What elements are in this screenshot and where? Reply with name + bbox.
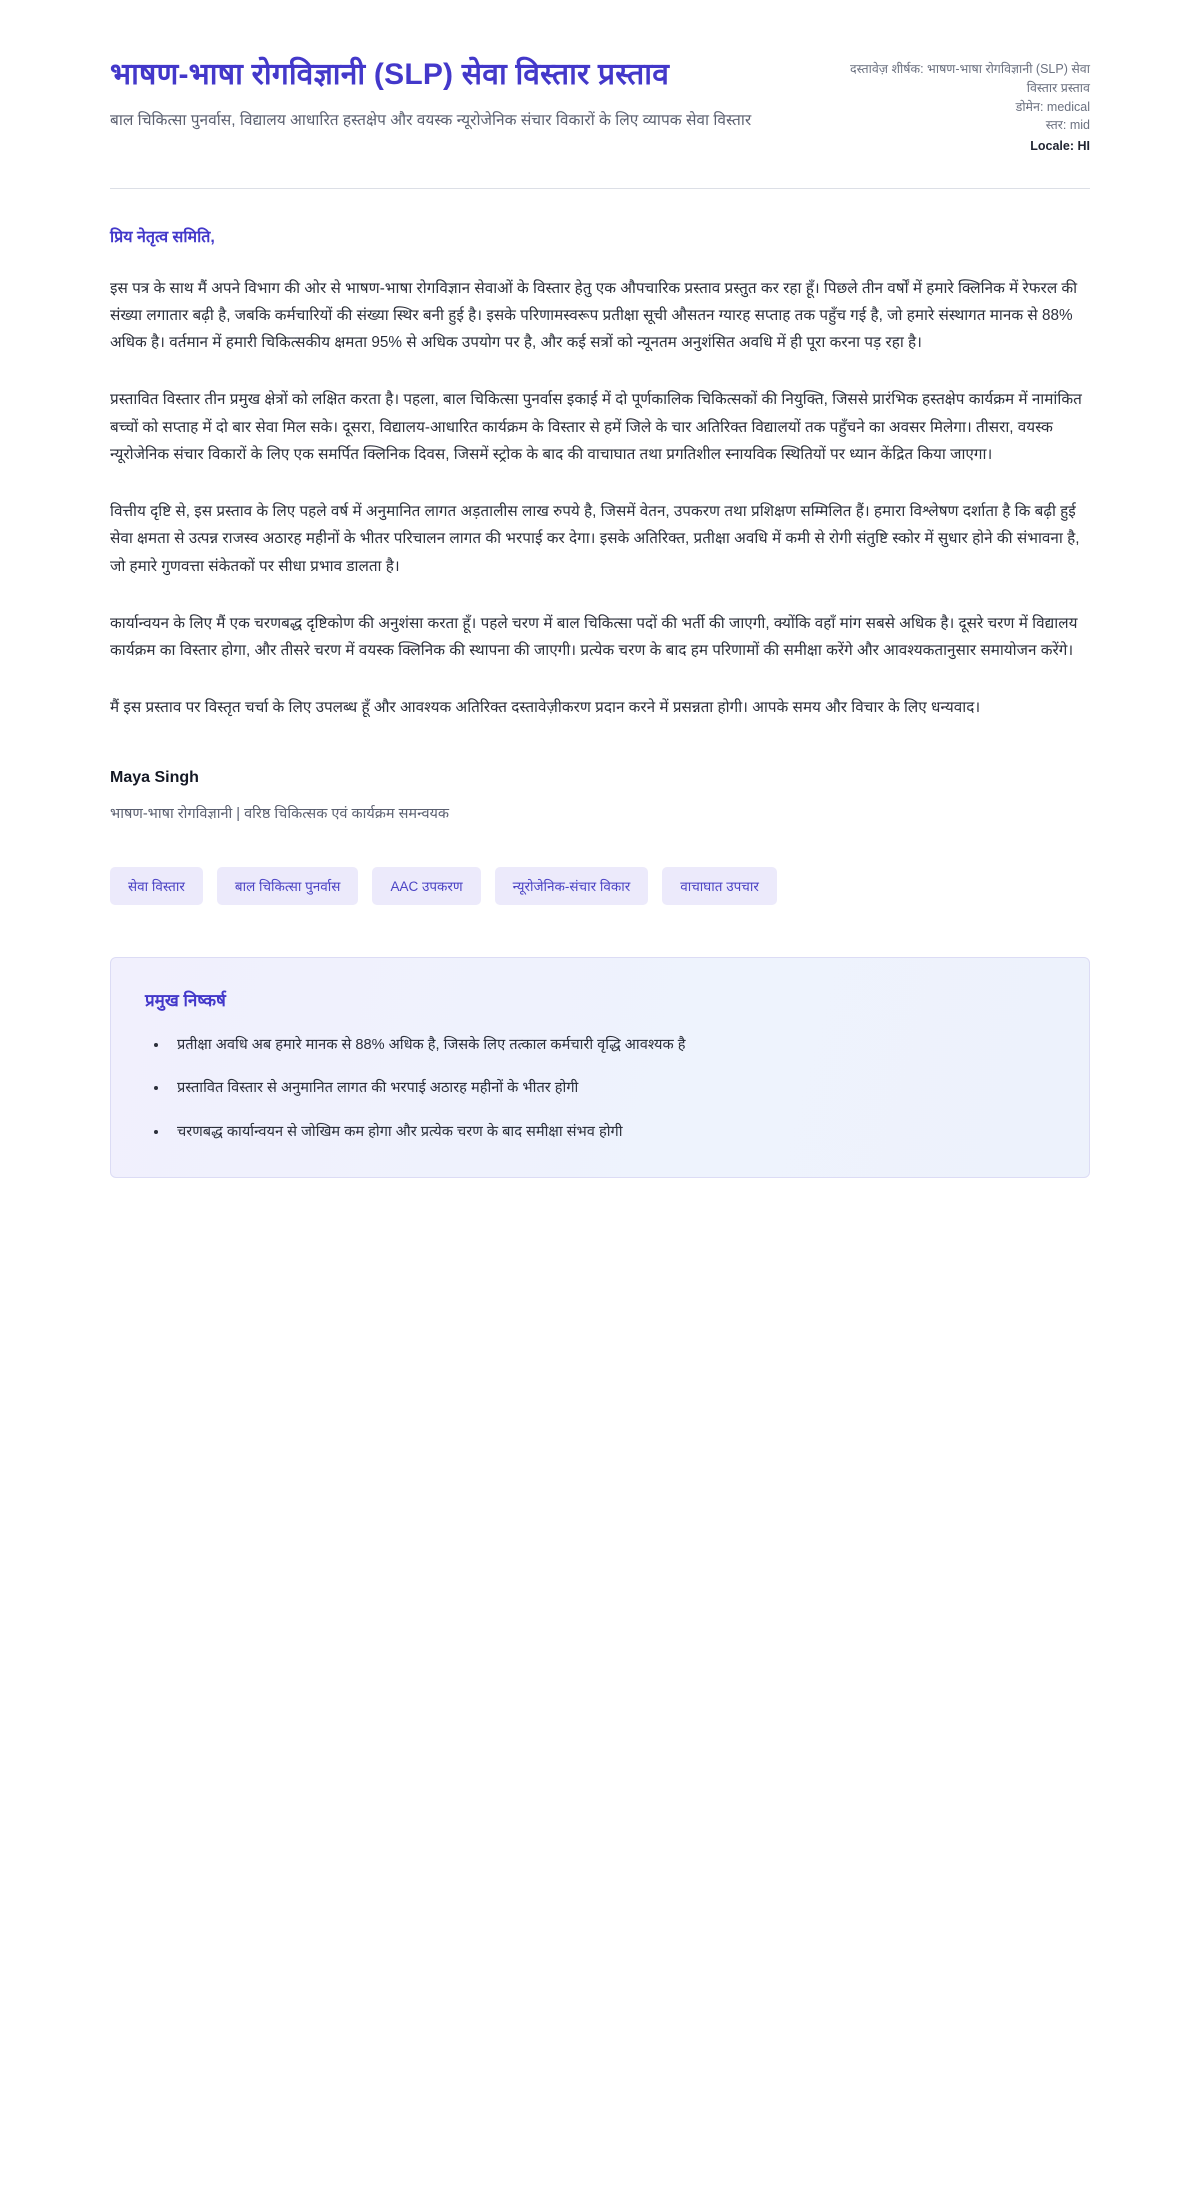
meta-domain-value: medical: [1046, 99, 1090, 114]
tag-item[interactable]: वाचाघात उपचार: [662, 867, 777, 905]
list-item: • प्रतीक्षा अवधि अब हमारे मानक से 88% अधिक है, जिसके लिए तत्काल कर्मचारी वृद्धि आवश्यक है: [169, 1033, 1055, 1058]
meta-domain: [840, 98, 1090, 117]
salutation: प्रिय नेतृत्व समिति,: [110, 228, 215, 246]
tag-item[interactable]: AAC उपकरण: [372, 867, 480, 905]
meta-document: [840, 60, 1090, 98]
document-header: [110, 56, 1090, 156]
meta-domain-label: डोमेन:: [1015, 99, 1044, 114]
tag-list: [110, 867, 1090, 905]
paragraph-3: वित्तीय दृष्टि से, इस प्रस्ताव के लिए पहले वर्ष में अनुमानित लागत अड़तालीस लाख रुपये है, जिसमें वेतन, उपकरण तथा प्रशिक्षण सम्मिलित हैं। हमारा विश्लेषण दर्शाता है कि बढ़ी हुई सेवा क्षमता से उत्पन्न राजस्व अठारह महीनों के भीतर परिचालन लागत की भरपाई कर देगा। इसके अतिरिक्त, प्रतीक्षा अवधि में कमी से रोगी संतुष्टि स्कोर में सुधार होने की संभावना है, जो हमारे गुणवत्ता संकेतकों पर सीधा प्रभाव डालता है।: [110, 503, 1080, 575]
tag-item[interactable]: बाल चिकित्सा पुनर्वास: [217, 867, 359, 905]
meta-document-value: भाषण-भाषा रोगविज्ञानी (SLP) सेवा विस्तार प्रस्ताव: [927, 62, 1090, 95]
tag-item[interactable]: न्यूरोजेनिक-संचार विकार: [495, 867, 649, 905]
paragraph-2: प्रस्तावित विस्तार तीन प्रमुख क्षेत्रों को लक्षित करता है। पहला, बाल चिकित्सा पुनर्वास इकाई में दो पूर्णकालिक चिकित्सकों की नियुक्ति, जिससे प्रारंभिक हस्तक्षेप कार्यक्रम में नामांकित बच्चों को सप्ताह में दो बार सेवा मिल सके। दूसरा, विद्यालय-आधारित कार्यक्रम के विस्तार से हमें जिले के चार अतिरिक्त विद्यालयों तक पहुँचने का अवसर मिलेगा। तीसरा, वयस्क न्यूरोजेनिक संचार विकारों के लिए एक समर्पित क्लिनिक दिवस, जिसमें स्ट्रोक के बाद की वाचाघात तथा प्रगतिशील स्नायविक स्थितियों पर ध्यान केंद्रित किया जाएगा।: [110, 391, 1082, 463]
meta-locale: [840, 137, 1090, 156]
meta-level-value: mid: [1069, 118, 1090, 133]
key-findings-callout: [110, 957, 1090, 1177]
list-item: • प्रस्तावित विस्तार से अनुमानित लागत की भरपाई अठारह महीनों के भीतर होगी: [169, 1076, 1055, 1101]
document-metadata: [840, 56, 1090, 156]
page-title: भाषण-भाषा रोगविज्ञानी (SLP) सेवा विस्तार प्रस्ताव: [110, 58, 670, 91]
meta-document-label: दस्तावेज़ शीर्षक:: [849, 62, 924, 76]
meta-level-label: स्तर:: [1045, 118, 1067, 133]
page-subtitle: बाल चिकित्सा पुनर्वास, विद्यालय आधारित हस्तक्षेप और वयस्क न्यूरोजेनिक संचार विकारों के लिए व्यापक सेवा विस्तार: [110, 112, 752, 130]
tag-item[interactable]: सेवा विस्तार: [110, 867, 203, 905]
meta-locale-label: Locale:: [1030, 139, 1075, 153]
callout-title: प्रमुख निष्कर्ष: [145, 991, 226, 1011]
meta-locale-value: HI: [1077, 139, 1090, 153]
signature-name: Maya Singh: [110, 769, 199, 787]
callout-list: [145, 1033, 1055, 1144]
meta-level: [840, 116, 1090, 135]
letter-body: [110, 189, 1090, 824]
list-item: • चरणबद्ध कार्यान्वयन से जोखिम कम होगा और प्रत्येक चरण के बाद समीक्षा संभव होगी: [169, 1120, 1055, 1145]
paragraph-5: मैं इस प्रस्ताव पर विस्तृत चर्चा के लिए उपलब्ध हूँ और आवश्यक अतिरिक्त दस्तावेज़ीकरण प्रदान करने में प्रसन्नता होगी। आपके समय और विचार के लिए धन्यवाद।: [110, 699, 981, 717]
header-text-block: [110, 56, 810, 134]
signature-role: भाषण-भाषा रोगविज्ञानी | वरिष्ठ चिकित्सक एवं कार्यक्रम समन्वयक: [110, 806, 450, 823]
paragraph-1: इस पत्र के साथ मैं अपने विभाग की ओर से भाषण-भाषा रोगविज्ञान सेवाओं के विस्तार हेतु एक औपचारिक प्रस्ताव प्रस्तुत कर रहा हूँ। पिछले तीन वर्षों में हमारे क्लिनिक में रेफरल की संख्या लगातार बढ़ी है, जबकि कर्मचारियों की संख्या स्थिर बनी हुई है। इसके परिणामस्वरूप प्रतीक्षा सूची औसतन ग्यारह सप्ताह तक पहुँच गई है, जो हमारे संस्थागत मानक से 88% अधिक है। वर्तमान में हमारी चिकित्सकीय क्षमता 95% से अधिक उपयोग पर है, और कई सत्रों को न्यूनतम अनुशंसित अवधि में ही पूरा करना पड़ रहा है।: [110, 279, 1078, 352]
paragraph-4: कार्यान्वयन के लिए मैं एक चरणबद्ध दृष्टिकोण की अनुशंसा करता हूँ। पहले चरण में बाल चिकित्सा पदों की भर्ती की जाएगी, क्योंकि वहाँ मांग सबसे अधिक है। दूसरे चरण में विद्यालय कार्यक्रम का विस्तार होगा, और तीसरे चरण में वयस्क क्लिनिक की स्थापना की जाएगी। प्रत्येक चरण के बाद हम परिणामों की समीक्षा करेंगे और आवश्यकतानुसार समायोजन करेंगे।: [110, 614, 1078, 659]
